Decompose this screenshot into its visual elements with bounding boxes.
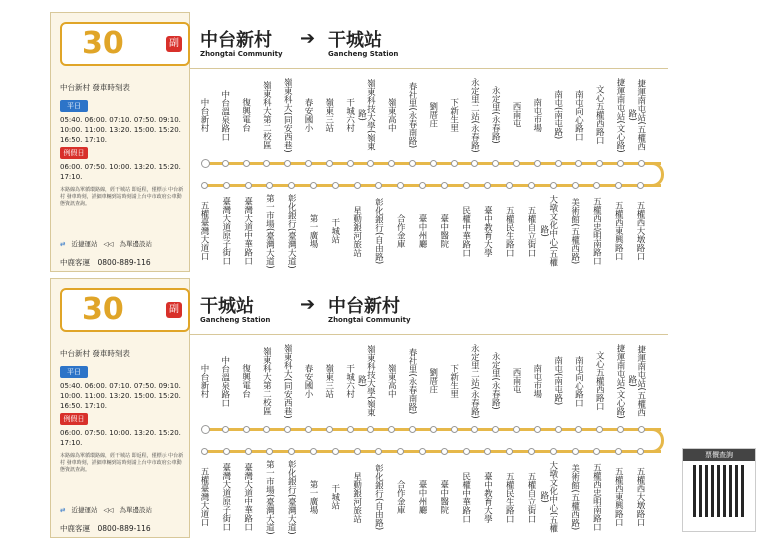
stops-outbound — [196, 340, 676, 424]
stop-label[interactable]: 彰化銀行(自由路) — [373, 463, 384, 531]
stop-label[interactable]: 南屯市場 — [531, 364, 542, 398]
stop-dot[interactable] — [347, 426, 354, 433]
stop-label[interactable]: 星動銀河旅站 — [351, 205, 362, 257]
metro-icon: ⇄ — [60, 506, 66, 514]
stop-dot[interactable] — [263, 160, 270, 167]
stop-label[interactable]: 南屯市場 — [531, 98, 542, 132]
stop-label[interactable]: 民權中華路口 — [460, 471, 471, 523]
stop-dot[interactable] — [354, 448, 361, 455]
stop-dot[interactable] — [326, 160, 333, 167]
route-number-box — [60, 288, 190, 332]
stop-dot[interactable] — [637, 448, 644, 455]
weekday-times: 05:40. 06:00. 07:10. 07:50. 09:10. 10:00. 11:00. 13:20. 15:00. 15:20. 16:50. 17:10. — [60, 382, 181, 410]
stop-label[interactable]: 合作金庫 — [395, 480, 406, 514]
stop-dot[interactable] — [397, 182, 404, 189]
route-number-box — [60, 22, 190, 66]
stop-label[interactable]: 永定里二站(永春路) — [469, 343, 480, 419]
stop-label[interactable]: 五權臺灣大道口 — [199, 201, 209, 261]
stop-label[interactable]: 星動銀河旅站 — [351, 471, 362, 523]
stop-dot[interactable] — [305, 160, 312, 167]
stop-dot[interactable] — [243, 426, 250, 433]
stop-label[interactable]: 臺中醫院 — [438, 480, 449, 514]
stop-dot[interactable] — [555, 426, 562, 433]
stop-label[interactable]: 五權西東興路口 — [613, 201, 624, 261]
stop-dot[interactable] — [430, 160, 437, 167]
stop-dot[interactable] — [263, 426, 270, 433]
stop-dot[interactable] — [572, 182, 579, 189]
metro-icon: ⇄ — [60, 240, 66, 248]
stop-label[interactable]: 第一廣場 — [308, 214, 318, 248]
stop-label[interactable]: 五權自立街口 — [526, 471, 536, 523]
stop-dot[interactable] — [367, 160, 374, 167]
stop-dot[interactable] — [528, 448, 535, 455]
stop-dot[interactable] — [223, 182, 230, 189]
stop-label[interactable]: 干城六村 — [344, 98, 355, 132]
stop-dot[interactable] — [266, 448, 273, 455]
one-way-icon: ◁◁ — [103, 506, 114, 514]
origin-name: 干城站 — [200, 296, 254, 317]
stop-label[interactable]: 臺灣大道原子街口 — [220, 197, 231, 265]
sub-route-badge: 副 — [166, 302, 182, 318]
one-way-icon: ◁◁ — [103, 240, 114, 248]
stop-dot[interactable] — [615, 448, 622, 455]
stop-label[interactable]: 臺中教育大學 — [482, 205, 493, 257]
stop-dot[interactable] — [305, 426, 312, 433]
stop-label[interactable]: 大墩文化中心(五權路) — [538, 461, 558, 533]
stop-label[interactable]: 永定里二站(永春路) — [469, 77, 480, 153]
holiday-times: 06:00. 07:50. 10:00. 13:20. 15:20. 17:10. — [60, 163, 181, 181]
weekday-tag: 平日 — [60, 100, 88, 112]
stop-label[interactable]: 五權西東興路口 — [613, 467, 624, 527]
stop-label[interactable]: 大墩文化中心(五權路) — [538, 195, 558, 267]
stop-label[interactable]: 西南屯 — [511, 368, 521, 394]
stop-dot[interactable] — [354, 182, 361, 189]
stop-dot[interactable] — [463, 448, 470, 455]
route-note: 本路線為單循環路線，經干城站 即返程，僅標示 中台新村 發車時刻，詳細車輛到站時刻請上台中市政府公車動態資訊查詢。 — [60, 453, 184, 473]
stop-label[interactable]: 永定里(永春路) — [490, 352, 501, 410]
legend — [60, 505, 158, 514]
stop-label[interactable]: 捷運南屯站(五權西路) — [626, 79, 646, 151]
stop-dot[interactable] — [245, 182, 252, 189]
stop-dot[interactable] — [471, 160, 478, 167]
route-loop-end — [650, 162, 664, 187]
stop-label[interactable]: 第一市場(臺灣大道) — [264, 459, 275, 535]
stop-dot[interactable] — [638, 426, 645, 433]
stop-label[interactable]: 中台新村 — [199, 364, 209, 398]
stop-label[interactable]: 劉厝庄 — [427, 368, 438, 394]
stop-label[interactable]: 嶺東科大第二校區 — [261, 347, 272, 415]
stop-label[interactable]: 文心五權西路口 — [594, 351, 605, 411]
stop-label[interactable]: 文心五權西路口 — [594, 85, 605, 145]
stop-label[interactable]: 五權臺灣大道口 — [199, 467, 209, 527]
holiday-times: 06:00. 07:50. 10:00. 13:20. 15:20. 17:10. — [60, 429, 181, 447]
stop-label[interactable]: 干城站 — [329, 484, 340, 510]
stop-dot[interactable] — [430, 426, 437, 433]
destination-name: 干城站 — [328, 30, 382, 51]
route-loop-end — [650, 428, 664, 453]
stop-dot[interactable] — [471, 426, 478, 433]
stop-dot[interactable] — [266, 182, 273, 189]
stop-label[interactable]: 臺中州廳 — [417, 214, 427, 248]
route-panel — [0, 12, 768, 272]
stop-label[interactable]: 捷運南屯站(文心路) — [615, 343, 625, 419]
stop-dot[interactable] — [572, 448, 579, 455]
stop-dot[interactable] — [550, 182, 557, 189]
stop-label[interactable]: 嶺東科大(同安西巷) — [282, 343, 293, 419]
origin-name-en: Gancheng Station — [200, 316, 271, 324]
qr-code-icon[interactable] — [693, 465, 745, 517]
direction-header — [200, 26, 680, 66]
origin-name: 中台新村 — [200, 30, 272, 51]
route-number: 30 — [82, 26, 124, 61]
stop-dot[interactable] — [201, 159, 210, 168]
stop-dot[interactable] — [388, 160, 395, 167]
stop-label[interactable]: 捷運南屯站(五權西路) — [626, 345, 646, 417]
company-contact: 中鹿客運 0800-889-116 — [60, 258, 151, 267]
stop-dot[interactable] — [284, 160, 291, 167]
divider — [190, 68, 668, 69]
stop-label[interactable]: 春社里(永春南路) — [407, 347, 417, 415]
stop-label[interactable]: 干城六村 — [344, 364, 355, 398]
stop-dot[interactable] — [492, 426, 499, 433]
stop-label[interactable]: 嶺東科大(同安西巷) — [282, 77, 293, 153]
fare-qr-box[interactable] — [682, 448, 756, 532]
stop-dot[interactable] — [534, 160, 541, 167]
stop-label[interactable]: 嶺東科技大學(嶺東路) — [356, 79, 376, 151]
stop-dot[interactable] — [388, 426, 395, 433]
stop-dot[interactable] — [332, 182, 339, 189]
stop-dot[interactable] — [484, 182, 491, 189]
stop-label[interactable]: 南屯向心路口 — [573, 355, 584, 407]
stop-label[interactable]: 臺中教育大學 — [482, 471, 493, 523]
stops-return — [196, 458, 676, 536]
stop-dot[interactable] — [596, 426, 603, 433]
stop-dot[interactable] — [409, 160, 416, 167]
sub-route-badge: 副 — [166, 36, 182, 52]
stop-dot[interactable] — [513, 160, 520, 167]
stop-dot[interactable] — [615, 182, 622, 189]
stop-label[interactable]: 干城站 — [329, 218, 340, 244]
stop-label[interactable]: 嶺東高中 — [386, 98, 397, 132]
stop-dot[interactable] — [375, 182, 382, 189]
stop-label[interactable]: 春社里(永春南路) — [407, 81, 417, 149]
stop-dot[interactable] — [223, 448, 230, 455]
stop-label[interactable]: 民權中華路口 — [460, 205, 471, 257]
stop-label[interactable]: 彰化銀行(自由路) — [373, 197, 384, 265]
stop-label[interactable]: 嶺東科大第二校區 — [261, 81, 272, 149]
stop-label[interactable]: 中台溫泉路口 — [219, 89, 230, 141]
stop-label[interactable]: 美術館(五權西路) — [569, 197, 580, 265]
stop-dot[interactable] — [441, 448, 448, 455]
stop-dot[interactable] — [637, 182, 644, 189]
stop-dot[interactable] — [593, 448, 600, 455]
timetable-title: 中台新村 發車時刻表 — [60, 83, 130, 92]
legend — [60, 239, 158, 248]
arrow-right-icon: ➔ — [300, 294, 316, 315]
stop-label[interactable]: 春安國小 — [303, 98, 313, 132]
stop-dot[interactable] — [332, 448, 339, 455]
stop-dot[interactable] — [441, 182, 448, 189]
stop-dot[interactable] — [451, 426, 458, 433]
stop-dot[interactable] — [463, 182, 470, 189]
stop-label[interactable]: 下新生里 — [448, 98, 459, 132]
stop-dot[interactable] — [419, 182, 426, 189]
stop-dot[interactable] — [375, 448, 382, 455]
weekday-times: 05:40. 06:00. 07:10. 07:50. 09:10. 10:00. 11:00. 13:20. 15:00. 15:20. 16:50. 17:10. — [60, 116, 181, 144]
stop-dot[interactable] — [513, 426, 520, 433]
stop-label[interactable]: 嶺東高中 — [386, 364, 397, 398]
stop-label[interactable]: 彰化銀行(臺灣大道) — [286, 193, 297, 269]
stop-label[interactable]: 嶺東三站 — [323, 364, 334, 398]
stop-label[interactable]: 五權民生路口 — [504, 471, 515, 523]
stop-dot[interactable] — [638, 160, 645, 167]
stop-dot[interactable] — [288, 448, 295, 455]
stop-dot[interactable] — [288, 182, 295, 189]
qr-label: 票價查詢 — [683, 449, 755, 461]
stop-label[interactable]: 臺中醫院 — [438, 214, 449, 248]
stop-dot[interactable] — [419, 448, 426, 455]
legend-metro: 近捷運站 — [71, 240, 98, 248]
stop-dot[interactable] — [555, 160, 562, 167]
stop-label[interactable]: 中台溫泉路口 — [219, 355, 230, 407]
arrow-right-icon: ➔ — [300, 28, 316, 49]
stops-return — [196, 192, 676, 270]
direction-header — [200, 292, 680, 332]
stop-dot[interactable] — [243, 160, 250, 167]
stop-label[interactable]: 下新生里 — [448, 364, 459, 398]
holiday-tag: 例假日 — [60, 413, 88, 425]
route-panel — [0, 278, 768, 538]
stop-dot[interactable] — [222, 160, 229, 167]
stop-label[interactable]: 嶺東科技大學(嶺東路) — [356, 345, 376, 417]
stop-label[interactable]: 五權西忠明南路口 — [591, 197, 602, 265]
stop-label[interactable]: 五權民生路口 — [504, 205, 515, 257]
stop-label[interactable]: 復興電台 — [240, 98, 251, 132]
stop-dot[interactable] — [310, 448, 317, 455]
stop-label[interactable]: 復興電台 — [240, 364, 251, 398]
holiday-tag: 例假日 — [60, 147, 88, 159]
stop-label[interactable]: 臺灣大道中華路口 — [242, 197, 253, 265]
stop-label[interactable]: 南屯(南屯路) — [552, 356, 563, 406]
stop-label[interactable]: 永定里(永春路) — [490, 86, 501, 144]
stop-label[interactable]: 西南屯 — [511, 102, 521, 128]
stop-dot[interactable] — [617, 160, 624, 167]
route-number: 30 — [82, 292, 124, 327]
legend-oneway: 為單邊設站 — [119, 240, 152, 248]
stop-dot[interactable] — [310, 182, 317, 189]
stop-dot[interactable] — [326, 426, 333, 433]
stop-label[interactable]: 嶺東三站 — [323, 98, 334, 132]
legend-oneway: 為單邊設站 — [119, 506, 152, 514]
stop-dot[interactable] — [201, 425, 210, 434]
stop-label[interactable]: 捷運南屯站(文心路) — [615, 77, 625, 153]
route-note: 本路線為單循環路線，經干城站 即返程，僅標示 中台新村 發車時刻，詳細車輛到站時刻請上台中市政府公車動態資訊查詢。 — [60, 187, 184, 207]
destination-name: 中台新村 — [328, 296, 400, 317]
stop-dot[interactable] — [617, 426, 624, 433]
stop-label[interactable]: 臺灣大道中華路口 — [242, 463, 253, 531]
stop-dot[interactable] — [506, 182, 513, 189]
divider — [190, 334, 668, 335]
stop-label[interactable]: 劉厝庄 — [427, 102, 438, 128]
stop-dot[interactable] — [596, 160, 603, 167]
stop-dot[interactable] — [528, 182, 535, 189]
stop-dot[interactable] — [397, 448, 404, 455]
stop-dot[interactable] — [347, 160, 354, 167]
stop-label[interactable]: 中台新村 — [199, 98, 209, 132]
timetable-title: 中台新村 發車時刻表 — [60, 349, 130, 358]
stop-label[interactable]: 美術館(五權西路) — [569, 463, 580, 531]
stop-dot[interactable] — [284, 426, 291, 433]
stop-label[interactable]: 第一市場(臺灣大道) — [264, 193, 275, 269]
stop-dot[interactable] — [575, 426, 582, 433]
company-contact: 中鹿客運 0800-889-116 — [60, 524, 151, 533]
destination-name-en: Zhongtai Community — [328, 316, 411, 324]
stop-label[interactable]: 南屯(南屯路) — [552, 90, 563, 140]
stop-label[interactable]: 五權西大墩路口 — [635, 201, 645, 261]
stop-label[interactable]: 五權自立街口 — [526, 205, 536, 257]
stop-dot[interactable] — [593, 182, 600, 189]
stop-dot[interactable] — [222, 426, 229, 433]
stop-dot[interactable] — [367, 426, 374, 433]
stop-dot[interactable] — [451, 160, 458, 167]
stop-label[interactable]: 五權西大墩路口 — [635, 467, 645, 527]
stop-label[interactable]: 臺灣大道原子街口 — [220, 463, 231, 531]
stop-dot[interactable] — [492, 160, 499, 167]
stop-label[interactable]: 南屯向心路口 — [573, 89, 584, 141]
stop-dot[interactable] — [201, 182, 208, 189]
stop-label[interactable]: 春安國小 — [303, 364, 313, 398]
stop-dot[interactable] — [575, 160, 582, 167]
stop-label[interactable]: 合作金庫 — [395, 214, 406, 248]
stop-dot[interactable] — [245, 448, 252, 455]
stop-dot[interactable] — [201, 448, 208, 455]
weekday-tag: 平日 — [60, 366, 88, 378]
destination-name-en: Gancheng Station — [328, 50, 399, 58]
stop-dot[interactable] — [484, 448, 491, 455]
stop-label[interactable]: 臺中州廳 — [417, 480, 427, 514]
origin-name-en: Zhongtai Community — [200, 50, 283, 58]
stop-dot[interactable] — [506, 448, 513, 455]
stop-dot[interactable] — [534, 426, 541, 433]
stop-label[interactable]: 彰化銀行(臺灣大道) — [286, 459, 297, 535]
stop-label[interactable]: 五權西忠明南路口 — [591, 463, 602, 531]
stop-dot[interactable] — [409, 426, 416, 433]
legend-metro: 近捷運站 — [71, 506, 98, 514]
stop-label[interactable]: 第一廣場 — [308, 480, 318, 514]
stops-outbound — [196, 74, 676, 158]
stop-dot[interactable] — [550, 448, 557, 455]
